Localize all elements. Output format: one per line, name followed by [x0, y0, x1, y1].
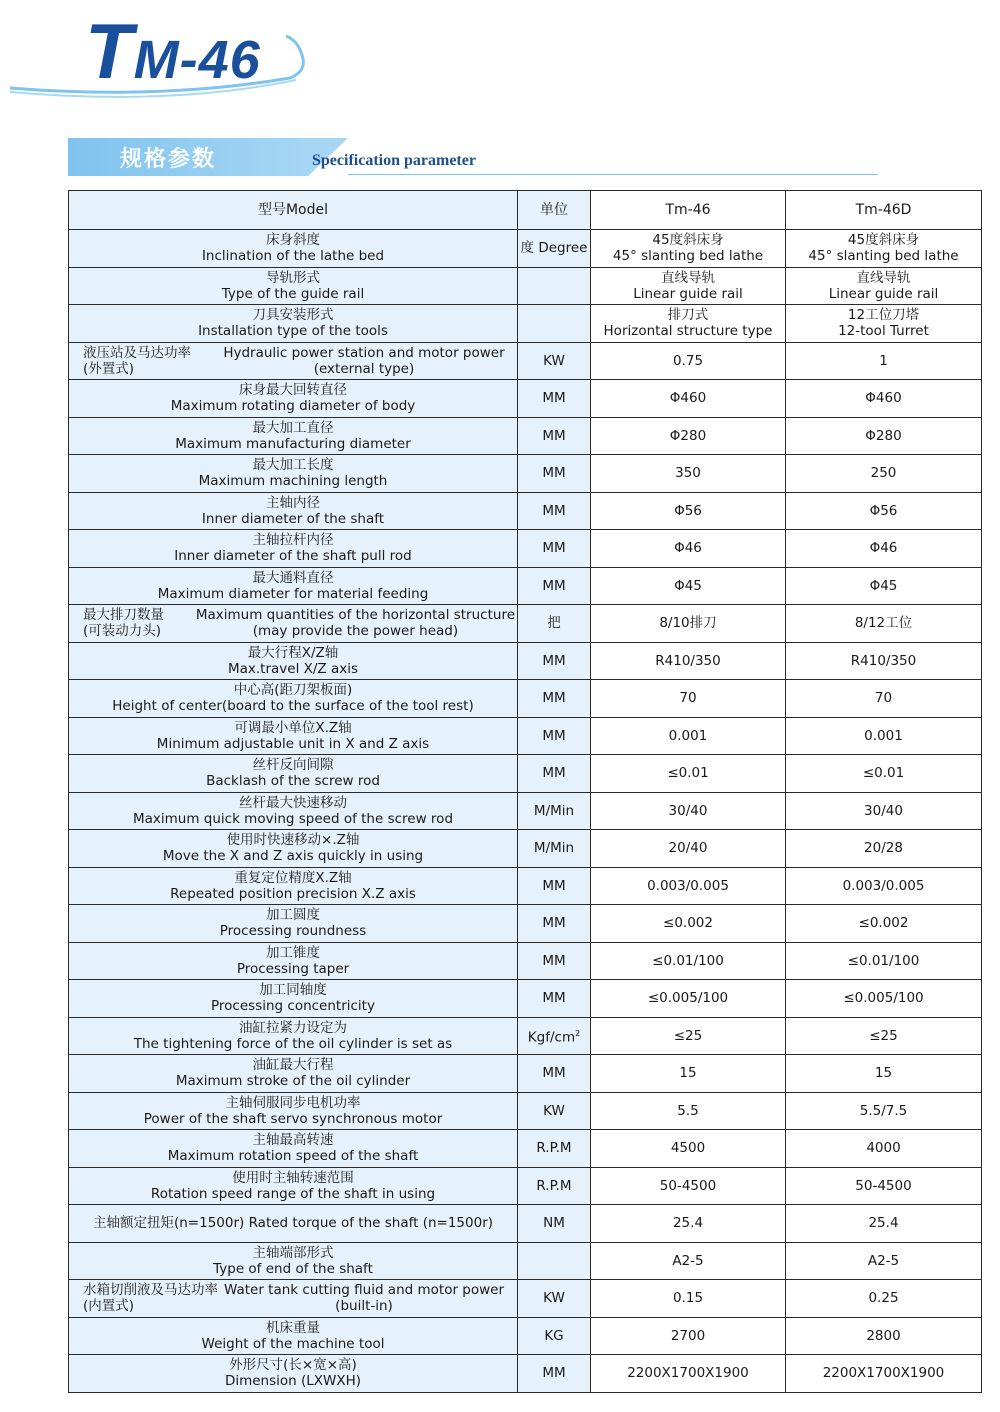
table-row [69, 1092, 982, 1130]
table-row [69, 1317, 982, 1355]
unit-text: MM [542, 765, 566, 782]
unit-text: MM [542, 502, 566, 519]
param-cn: 刀具安装形式 [252, 307, 334, 324]
param-cn-line2: (外置式) [83, 360, 135, 377]
param-cn-block [83, 1282, 218, 1315]
table-row [69, 1280, 982, 1318]
param-cn: 可调最小单位X.Z轴 [234, 719, 352, 736]
param-cn: 丝杆最大快速移动 [239, 794, 347, 811]
table-row [69, 567, 982, 605]
table-row [69, 1017, 982, 1055]
param-cell [69, 1130, 518, 1168]
unit-cell [518, 267, 591, 305]
param-cell [69, 792, 518, 830]
param-cn: 中心高(距刀架板面) [233, 682, 353, 699]
table-row [69, 492, 982, 530]
value-tm46d: A2-5 [786, 1242, 982, 1280]
value-tm46d-en: Linear guide rail [828, 285, 939, 302]
unit-cell [518, 1317, 591, 1355]
value-tm46: Φ56 [591, 492, 786, 530]
param-cn: 油缸拉紧力设定为 [239, 1019, 347, 1036]
unit-cell [518, 1130, 591, 1168]
param-cell [69, 267, 518, 305]
value-tm46d: ≤0.01/100 [786, 942, 982, 980]
param-en: Height of center(board to the surface of the tool rest) [112, 698, 474, 715]
unit-text: KW [543, 352, 565, 369]
value-tm46d-en: 45° slanting bed lathe [808, 248, 959, 265]
param-cn: 加工锥度 [266, 944, 320, 961]
value-tm46-en: 45° slanting bed lathe [612, 248, 764, 265]
param-en-line2: (external type) [313, 360, 415, 377]
unit-text: R.P.M [536, 1140, 572, 1157]
param-cell [69, 567, 518, 605]
param-en: Dimension (LXWXH) [224, 1373, 362, 1390]
param-cn: 主轴端部形式 [252, 1244, 334, 1261]
header-param: 型号Model [69, 191, 518, 230]
value-tm46d: 250 [786, 455, 982, 493]
param-cell [69, 530, 518, 568]
param-en: Repeated position precision X.Z axis [170, 885, 416, 902]
value-tm46: 0.001 [591, 717, 786, 755]
value-tm46-en: Horizontal structure type [603, 323, 773, 340]
value-tm46-cn: 45度斜床身 [652, 232, 724, 249]
unit-text: MM [542, 652, 566, 669]
value-tm46d: 1 [786, 342, 982, 380]
table-row [69, 1055, 982, 1093]
param-cell [69, 830, 518, 868]
banner-underline [348, 174, 878, 175]
param-cell [69, 1242, 518, 1280]
param-en: The tightening force of the oil cylinder is set as [133, 1035, 453, 1052]
section-banner [68, 138, 878, 178]
unit-text: MM [542, 915, 566, 932]
param-cn: 主轴最高转速 [252, 1132, 334, 1149]
param-cell [69, 417, 518, 455]
value-tm46: 25.4 [591, 1205, 786, 1243]
value-tm46d-cn: 直线导轨 [856, 269, 911, 286]
param-cell [69, 1205, 518, 1243]
param-cn: 最大加工长度 [252, 457, 334, 474]
value-tm46: Φ460 [591, 380, 786, 418]
param-en: Processing taper [236, 960, 350, 977]
unit-text: Kgf/cm [527, 1029, 576, 1046]
param-cn: 最大加工直径 [252, 419, 334, 436]
param-en-block [213, 345, 515, 377]
table-row [69, 867, 982, 905]
unit-text: MM [542, 727, 566, 744]
param-cn: 最大行程X/Z轴 [247, 644, 339, 661]
param-cell [69, 1280, 518, 1318]
param-en: Maximum machining length [198, 473, 388, 490]
param-cell [69, 717, 518, 755]
spec-table [68, 190, 982, 1393]
unit-cell [518, 567, 591, 605]
value-tm46d: Φ46 [786, 530, 982, 568]
table-row [69, 792, 982, 830]
unit-text: M/Min [533, 802, 575, 819]
param-twocol [71, 1282, 515, 1314]
table-row [69, 942, 982, 980]
table-row [69, 417, 982, 455]
value-tm46: ≤0.005/100 [591, 980, 786, 1018]
value-tm46: A2-5 [591, 1242, 786, 1280]
value-tm46d: Φ56 [786, 492, 982, 530]
param-en: Power of the shaft servo synchronous motor [143, 1110, 443, 1127]
unit-cell [518, 1242, 591, 1280]
table-row [69, 605, 982, 643]
param-en: Move the X and Z axis quickly in using [162, 848, 424, 865]
param-cn: 加工圆度 [266, 907, 320, 924]
value-tm46d: 30/40 [786, 792, 982, 830]
unit-cell [518, 530, 591, 568]
param-cn-line1: 液压站及马达功率 [83, 344, 191, 361]
param-en: Maximum stroke of the oil cylinder [175, 1073, 411, 1090]
param-en-block [213, 1282, 515, 1314]
param-cn: 床身最大回转直径 [239, 382, 347, 399]
table-row [69, 342, 982, 380]
param-en: Maximum manufacturing diameter [175, 435, 411, 452]
param-cn: 主轴伺服同步电机功率 [225, 1094, 361, 1111]
unit-text: 度 Degree [520, 240, 588, 257]
param-cn: 主轴内径 [266, 494, 320, 511]
param-en-line1: Maximum quantities of the horizontal structure [195, 607, 515, 624]
value-tm46d: Φ45 [786, 567, 982, 605]
param-en-block [196, 607, 515, 639]
value-tm46d: 70 [786, 680, 982, 718]
unit-text: MM [542, 952, 566, 969]
logo-letter: T [85, 7, 134, 95]
param-en: Inner diameter of the shaft [201, 510, 385, 527]
value-tm46: 2700 [591, 1317, 786, 1355]
param-cn: 油缸最大行程 [252, 1057, 334, 1074]
value-tm46d: ≤0.002 [786, 905, 982, 943]
unit-cell [518, 305, 591, 343]
param-en: Minimum adjustable unit in X and Z axis [156, 735, 430, 752]
unit-cell [518, 1055, 591, 1093]
value-tm46d: 5.5/7.5 [786, 1092, 982, 1130]
unit-text: MM [542, 877, 566, 894]
unit-superscript: 2 [575, 1029, 581, 1038]
header-col1: Tm-46 [591, 191, 786, 230]
unit-cell [518, 905, 591, 943]
param-cell [69, 455, 518, 493]
value-tm46d [786, 230, 982, 268]
table-row [69, 530, 982, 568]
unit-text: KG [544, 1327, 564, 1344]
value-tm46: R410/350 [591, 642, 786, 680]
table-row [69, 305, 982, 343]
param-cell [69, 1092, 518, 1130]
value-tm46d: 0.001 [786, 717, 982, 755]
value-tm46d: 50-4500 [786, 1167, 982, 1205]
value-tm46d [786, 305, 982, 343]
unit-text: MM [542, 690, 566, 707]
value-tm46: Φ46 [591, 530, 786, 568]
unit-cell [518, 1355, 591, 1393]
param-en: Inner diameter of the shaft pull rod [174, 548, 412, 565]
param-en: Maximum diameter for material feeding [157, 585, 429, 602]
param-cell [69, 905, 518, 943]
param-cell [69, 1017, 518, 1055]
unit-text: MM [542, 1065, 566, 1082]
param-twocol [71, 345, 515, 377]
param-cn-line1: 最大排刀数量 [83, 607, 164, 624]
value-tm46: 5.5 [591, 1092, 786, 1130]
value-tm46d: 2200X1700X1900 [786, 1355, 982, 1393]
unit-cell [518, 455, 591, 493]
table-row [69, 1355, 982, 1393]
param-en: Processing roundness [219, 923, 367, 940]
param-cell [69, 1355, 518, 1393]
unit-cell [518, 1092, 591, 1130]
table-row [69, 642, 982, 680]
param-en: Installation type of the tools [198, 323, 388, 340]
param-cn: 使用时快速移动×.Z轴 [226, 832, 360, 849]
param-en: Backlash of the screw rod [206, 773, 380, 790]
value-tm46d: Φ460 [786, 380, 982, 418]
unit-text: M/Min [533, 840, 575, 857]
table-row [69, 267, 982, 305]
value-tm46d-cn: 12工位刀塔 [847, 307, 920, 324]
unit-text: MM [542, 427, 566, 444]
header-unit: 单位 [518, 191, 591, 230]
unit-text: KW [543, 1290, 565, 1307]
param-cell [69, 942, 518, 980]
param-en: Maximum quick moving speed of the screw rod [132, 810, 454, 827]
param-cell [69, 642, 518, 680]
param-cell [69, 755, 518, 793]
param-cell [69, 980, 518, 1018]
unit-cell [518, 755, 591, 793]
value-tm46: ≤0.01 [591, 755, 786, 793]
param-cell [69, 1167, 518, 1205]
param-en-line2: (built-in) [335, 1298, 393, 1315]
unit-cell [518, 1280, 591, 1318]
table-row [69, 1167, 982, 1205]
unit-text: R.P.M [536, 1177, 572, 1194]
param-text: 主轴额定扭矩(n=1500r) Rated torque of the shaft (n=1500r) [92, 1215, 494, 1232]
value-tm46: ≤25 [591, 1017, 786, 1055]
table-row [69, 755, 982, 793]
value-tm46d: 4000 [786, 1130, 982, 1168]
table-row [69, 380, 982, 418]
param-cn: 使用时主轴转速范围 [232, 1169, 354, 1186]
value-tm46d: 0.003/0.005 [786, 867, 982, 905]
unit-cell [518, 342, 591, 380]
value-tm46d [786, 267, 982, 305]
param-cn: 导轨形式 [266, 269, 320, 286]
product-logo [0, 0, 330, 110]
param-cell [69, 605, 518, 643]
table-row [69, 717, 982, 755]
unit-text: MM [542, 390, 566, 407]
value-tm46: 70 [591, 680, 786, 718]
unit-cell [518, 942, 591, 980]
param-cell [69, 342, 518, 380]
unit-cell [518, 230, 591, 268]
param-cn: 重复定位精度X.Z轴 [234, 869, 352, 886]
param-en-line1: Hydraulic power station and motor power [223, 344, 505, 361]
param-en: Max.travel X/Z axis [227, 660, 359, 677]
value-tm46: 350 [591, 455, 786, 493]
param-cn: 最大通料直径 [252, 569, 334, 586]
param-cn: 丝杆反向间隙 [252, 757, 334, 774]
section-title-en: Specification parameter [312, 152, 476, 169]
value-tm46-cn: 排刀式 [667, 307, 709, 324]
unit-cell [518, 830, 591, 868]
param-cell [69, 492, 518, 530]
value-tm46d: 2800 [786, 1317, 982, 1355]
param-en-line2: (may provide the power head) [252, 623, 459, 640]
value-tm46: 50-4500 [591, 1167, 786, 1205]
table-row [69, 830, 982, 868]
value-tm46: 4500 [591, 1130, 786, 1168]
unit-text: MM [542, 577, 566, 594]
value-tm46d: R410/350 [786, 642, 982, 680]
value-tm46d: 15 [786, 1055, 982, 1093]
param-cell [69, 230, 518, 268]
param-twocol [71, 607, 515, 639]
unit-cell [518, 867, 591, 905]
table-row [69, 230, 982, 268]
param-en: Type of the guide rail [221, 285, 365, 302]
unit-text: MM [542, 540, 566, 557]
value-tm46: 0.15 [591, 1280, 786, 1318]
unit-cell [518, 1167, 591, 1205]
value-tm46d-cn: 45度斜床身 [847, 232, 920, 249]
value-tm46 [591, 230, 786, 268]
table-row [69, 980, 982, 1018]
value-tm46-en: Linear guide rail [633, 285, 743, 302]
value-tm46d: 25.4 [786, 1205, 982, 1243]
unit-cell [518, 792, 591, 830]
table-row [69, 1130, 982, 1168]
param-cn: 主轴拉杆内径 [252, 532, 334, 549]
param-cn: 外形尺寸(长×宽×高) [229, 1357, 357, 1374]
unit-cell [518, 380, 591, 418]
param-cn: 机床重量 [266, 1319, 320, 1336]
table-row [69, 1242, 982, 1280]
unit-text: 把 [547, 615, 561, 632]
param-cell [69, 305, 518, 343]
unit-text: NM [543, 1215, 565, 1232]
param-cn-line2: (可装动力头) [83, 623, 162, 640]
param-cn-block [83, 607, 196, 639]
param-en: Rotation speed range of the shaft in using [150, 1185, 436, 1202]
param-en: Maximum rotation speed of the shaft [167, 1148, 419, 1165]
param-cell [69, 1317, 518, 1355]
param-cell [69, 1055, 518, 1093]
table-row [69, 455, 982, 493]
param-en: Inclination of the lathe bed [201, 248, 385, 265]
value-tm46 [591, 305, 786, 343]
value-tm46 [591, 267, 786, 305]
value-tm46d: ≤0.01 [786, 755, 982, 793]
spec-table-body [69, 191, 982, 1393]
header-col2: Tm-46D [786, 191, 982, 230]
param-cn: 床身斜度 [266, 232, 320, 249]
value-tm46: ≤0.01/100 [591, 942, 786, 980]
unit-cell [518, 980, 591, 1018]
unit-text: KW [543, 1102, 565, 1119]
value-tm46d: ≤0.005/100 [786, 980, 982, 1018]
unit-cell [518, 492, 591, 530]
logo-text [85, 7, 261, 95]
param-en-line1: Water tank cutting fluid and motor power [223, 1282, 505, 1299]
value-tm46: 8/10排刀 [591, 605, 786, 643]
table-row [69, 1205, 982, 1243]
value-tm46d: 8/12工位 [786, 605, 982, 643]
unit-text: MM [542, 1365, 566, 1382]
unit-cell [518, 417, 591, 455]
param-cell [69, 680, 518, 718]
param-cn: 加工同轴度 [259, 982, 327, 999]
param-en: Processing concentricity [211, 998, 375, 1015]
param-cn-block [83, 345, 213, 377]
unit-cell [518, 605, 591, 643]
unit-cell [518, 680, 591, 718]
value-tm46d: 20/28 [786, 830, 982, 868]
param-cell [69, 380, 518, 418]
param-cn-line2: (内置式) [83, 1298, 135, 1315]
value-tm46-cn: 直线导轨 [661, 269, 715, 286]
value-tm46d: Φ280 [786, 417, 982, 455]
value-tm46: 30/40 [591, 792, 786, 830]
unit-cell [518, 717, 591, 755]
value-tm46d: 0.25 [786, 1280, 982, 1318]
unit-text: MM [542, 465, 566, 482]
value-tm46: 2200X1700X1900 [591, 1355, 786, 1393]
unit-cell [518, 1205, 591, 1243]
section-title-cn: 规格参数 [120, 147, 217, 172]
value-tm46d-en: 12-tool Turret [838, 323, 929, 340]
value-tm46: Φ280 [591, 417, 786, 455]
unit-cell [518, 1017, 591, 1055]
unit-text: MM [542, 990, 566, 1007]
value-tm46: 0.003/0.005 [591, 867, 786, 905]
value-tm46: 15 [591, 1055, 786, 1093]
unit-cell [518, 642, 591, 680]
value-tm46: Φ45 [591, 567, 786, 605]
value-tm46: ≤0.002 [591, 905, 786, 943]
param-en: Maximum rotating diameter of body [170, 398, 416, 415]
value-tm46: 20/40 [591, 830, 786, 868]
param-cell [69, 867, 518, 905]
param-en: Weight of the machine tool [201, 1335, 385, 1352]
value-tm46: 0.75 [591, 342, 786, 380]
table-row [69, 680, 982, 718]
table-header-row [69, 191, 982, 230]
param-en: Type of end of the shaft [213, 1260, 373, 1277]
table-row [69, 905, 982, 943]
param-cn-line1: 水箱切削液及马达功率 [83, 1282, 218, 1299]
logo-model: M-46 [133, 30, 261, 90]
value-tm46d: ≤25 [786, 1017, 982, 1055]
